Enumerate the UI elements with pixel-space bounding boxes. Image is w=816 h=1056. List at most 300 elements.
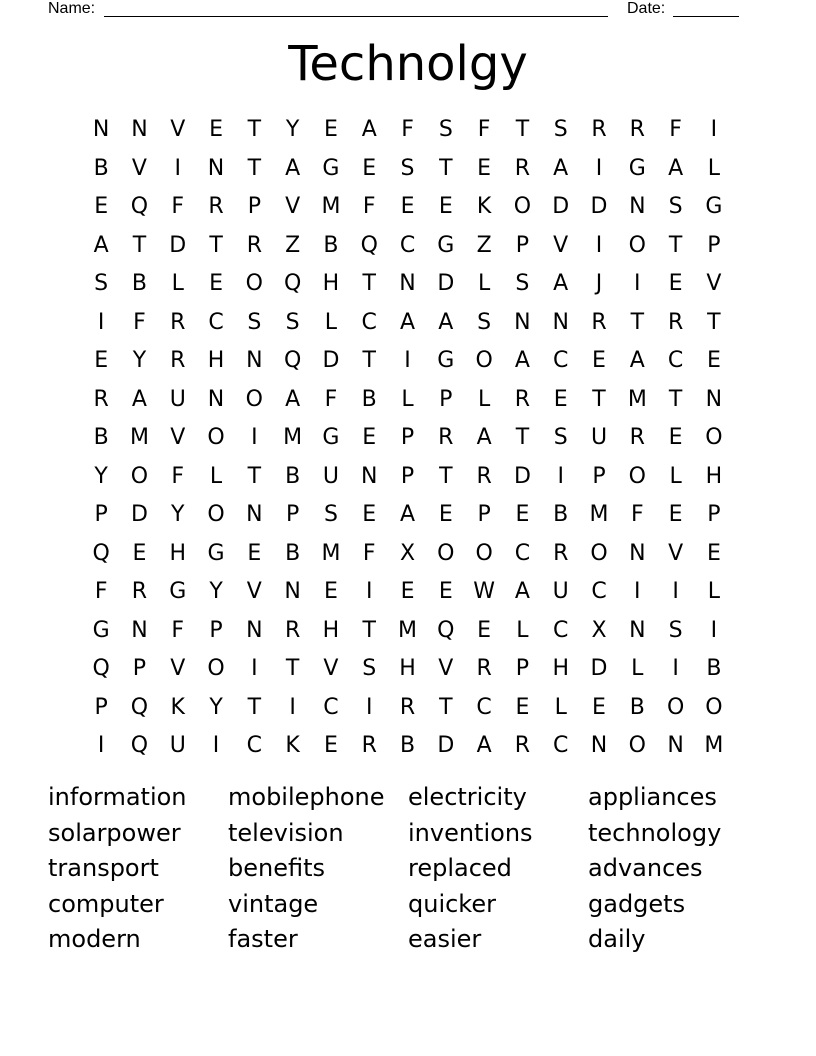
grid-letter: G [628, 155, 646, 181]
grid-letter: Q [92, 540, 110, 566]
grid-row [82, 381, 734, 420]
grid-letter: R [284, 617, 301, 643]
grid-letter: O [705, 425, 723, 450]
word-column [408, 780, 588, 958]
grid-letter: E [323, 733, 338, 758]
grid-letter: I [365, 579, 373, 604]
letter-grid [82, 111, 734, 766]
grid-letter: E [438, 194, 453, 219]
grid-letter: R [361, 733, 377, 758]
grid-letter: V [131, 155, 147, 181]
grid-letter: L [171, 271, 184, 296]
grid-letter: V [170, 117, 186, 142]
grid-letter: E [362, 425, 377, 450]
grid-letter: H [399, 656, 416, 681]
grid-letter: Q [130, 194, 149, 219]
word-bank-item: gadgets [588, 889, 686, 918]
grid-letter: T [132, 232, 147, 258]
grid-letter: O [475, 348, 493, 373]
grid-letter: V [668, 540, 684, 566]
grid-letter: V [246, 579, 262, 604]
grid-row [82, 111, 734, 150]
grid-letter: H [552, 656, 569, 681]
grid-letter: T [707, 309, 721, 335]
grid-letter: L [477, 386, 491, 412]
grid-row [82, 188, 734, 227]
grid-letter: C [514, 540, 531, 566]
grid-letter: T [668, 386, 683, 412]
grid-letter: I [97, 309, 105, 335]
grid-letter: L [324, 309, 338, 335]
grid-letter: G [169, 579, 187, 604]
grid-letter: Q [92, 656, 110, 681]
grid-letter: E [668, 502, 683, 527]
grid-letter: N [629, 617, 646, 643]
grid-row [82, 650, 734, 689]
grid-letter: R [591, 117, 607, 142]
grid-letter: N [246, 502, 263, 527]
grid-letter: E [362, 155, 377, 181]
word-bank-item: appliances [588, 783, 717, 811]
grid-letter: I [634, 271, 641, 296]
grid-letter: J [595, 271, 603, 296]
page-title: Technolgy [288, 36, 528, 92]
grid-letter: A [285, 386, 301, 412]
word-bank-item: computer [48, 889, 164, 918]
grid-letter: D [322, 348, 340, 373]
grid-letter: A [285, 155, 301, 181]
grid-letter: D [590, 194, 608, 219]
grid-letter: A [476, 733, 492, 758]
grid-letter: I [404, 348, 411, 373]
grid-letter: O [666, 694, 685, 720]
word-bank-item: solarpower [48, 818, 181, 847]
grid-letter: S [515, 271, 530, 296]
grid-letter: V [553, 232, 569, 258]
grid-letter: N [246, 617, 263, 643]
grid-letter: L [401, 386, 414, 412]
word-bank-item: vintage [228, 889, 319, 918]
name-blank-line [104, 16, 608, 17]
grid-letter: E [94, 194, 109, 219]
word-bank-item: electricity [408, 783, 527, 811]
grid-letter: A [93, 232, 109, 258]
date-blank-line [673, 16, 739, 17]
grid-letter: S [553, 425, 568, 450]
grid-letter: F [362, 194, 376, 219]
grid-letter: P [515, 232, 530, 258]
grid-letter: D [513, 463, 531, 489]
grid-letter: B [629, 694, 645, 720]
grid-letter: B [706, 656, 722, 681]
grid-letter: T [209, 232, 223, 258]
grid-letter: Q [283, 348, 302, 373]
grid-letter: A [399, 502, 416, 527]
grid-letter: G [207, 540, 225, 566]
grid-letter: E [553, 386, 568, 412]
grid-letter: E [209, 117, 223, 142]
grid-letter: O [130, 463, 149, 489]
grid-letter: M [704, 733, 724, 758]
grid-letter: B [553, 502, 569, 527]
grid-letter: N [629, 194, 646, 219]
grid-letter: P [592, 463, 606, 489]
grid-letter: T [515, 117, 530, 142]
grid-letter: E [668, 271, 683, 296]
grid-letter: O [207, 425, 225, 450]
grid-letter: E [706, 348, 721, 373]
grid-letter: T [247, 155, 262, 181]
grid-letter: N [207, 386, 225, 412]
grid-letter: A [476, 425, 492, 450]
grid-letter: H [322, 271, 340, 296]
grid-letter: R [591, 309, 607, 335]
grid-letter: S [477, 309, 492, 335]
grid-letter: I [251, 425, 258, 450]
grid-letter: P [209, 617, 223, 643]
grid-letter: Y [94, 463, 108, 489]
grid-row [82, 265, 734, 304]
grid-letter: E [247, 540, 262, 566]
grid-letter: Q [283, 271, 302, 296]
grid-letter: F [171, 617, 185, 643]
grid-letter: U [169, 733, 186, 758]
grid-letter: Q [437, 617, 455, 643]
grid-letter: G [437, 232, 455, 258]
grid-letter: Y [285, 117, 300, 142]
grid-letter: O [437, 540, 455, 566]
word-bank-item: easier [408, 925, 482, 953]
grid-letter: H [322, 617, 340, 643]
grid-letter: O [628, 463, 646, 489]
grid-letter: R [438, 425, 454, 450]
grid-row [82, 304, 734, 343]
grid-letter: A [668, 155, 684, 181]
grid-letter: S [438, 117, 453, 142]
grid-letter: I [97, 733, 105, 758]
grid-letter: O [207, 502, 225, 527]
grid-letter: C [246, 733, 263, 758]
grid-letter: C [323, 694, 339, 720]
grid-row [82, 227, 734, 266]
grid-letter: T [515, 425, 530, 450]
grid-letter: F [669, 117, 682, 142]
word-bank [48, 780, 768, 958]
grid-letter: G [92, 617, 110, 643]
word-bank-item: technology [588, 818, 722, 847]
word-bank-item: transport [48, 854, 159, 882]
grid-letter: A [629, 348, 645, 373]
grid-letter: N [284, 579, 301, 604]
grid-letter: E [94, 348, 109, 373]
grid-row [82, 689, 734, 728]
grid-letter: C [553, 733, 569, 758]
grid-letter: N [552, 309, 569, 335]
grid-letter: Y [209, 694, 223, 720]
grid-letter: A [438, 309, 454, 335]
grid-letter: H [169, 540, 187, 566]
grid-letter: R [246, 232, 262, 258]
grid-letter: P [247, 194, 261, 219]
word-bank-item: quicker [408, 889, 496, 918]
grid-letter: N [590, 733, 608, 758]
grid-letter: F [362, 540, 376, 566]
grid-letter: E [438, 579, 453, 604]
grid-letter: R [667, 309, 684, 335]
grid-letter: L [707, 155, 721, 181]
grid-letter: C [553, 617, 569, 643]
grid-letter: E [323, 579, 338, 604]
grid-letter: L [516, 617, 529, 643]
grid-letter: N [131, 117, 148, 142]
grid-letter: N [131, 617, 148, 643]
grid-letter: Z [476, 232, 492, 258]
word-column [228, 780, 408, 958]
grid-letter: I [634, 579, 641, 604]
grid-letter: B [399, 733, 416, 758]
grid-letter: O [628, 232, 646, 258]
grid-letter: C [591, 579, 607, 604]
grid-letter: M [398, 617, 418, 643]
grid-letter: R [208, 194, 224, 219]
grid-letter: E [477, 155, 492, 181]
grid-letter: E [400, 579, 415, 604]
grid-letter: D [437, 271, 455, 296]
grid-letter: F [401, 117, 414, 142]
grid-letter: I [595, 155, 603, 181]
grid-letter: S [668, 617, 683, 643]
grid-letter: R [93, 386, 109, 412]
grid-letter: R [170, 309, 186, 335]
grid-letter: E [706, 540, 721, 566]
grid-letter: A [361, 117, 377, 142]
word-column [588, 780, 768, 958]
grid-letter: P [400, 463, 415, 489]
grid-letter: E [400, 194, 415, 219]
grid-letter: R [399, 694, 416, 720]
grid-letter: I [289, 694, 296, 720]
grid-letter: I [672, 579, 679, 604]
grid-letter: Q [360, 232, 378, 258]
grid-letter: N [246, 348, 263, 373]
word-bank-item: replaced [408, 854, 512, 882]
grid-letter: L [631, 656, 644, 681]
grid-letter: P [707, 232, 721, 258]
grid-letter: V [285, 194, 301, 219]
grid-letter: I [557, 463, 564, 489]
grid-letter: E [515, 502, 530, 527]
word-bank-item: modern [48, 925, 141, 953]
grid-letter: N [207, 155, 225, 181]
grid-letter: L [477, 271, 491, 296]
grid-row [82, 458, 734, 497]
word-bank-item: daily [588, 925, 646, 953]
grid-letter: U [322, 463, 339, 489]
grid-letter: V [706, 271, 722, 296]
grid-letter: F [94, 579, 108, 604]
grid-letter: N [514, 309, 531, 335]
grid-letter: F [324, 386, 338, 412]
grid-letter: S [247, 309, 262, 335]
grid-letter: T [630, 309, 645, 335]
grid-letter: A [514, 579, 530, 604]
grid-letter: E [515, 694, 530, 720]
grid-letter: L [554, 694, 567, 720]
grid-row [82, 342, 734, 381]
grid-letter: I [672, 656, 679, 681]
worksheet-header [48, 0, 748, 20]
grid-letter: B [93, 155, 109, 181]
date-label: Date: [627, 0, 666, 17]
grid-letter: T [592, 386, 606, 412]
grid-letter: P [94, 694, 108, 720]
grid-letter: S [94, 271, 109, 296]
grid-letter: M [321, 194, 341, 219]
grid-letter: B [285, 463, 301, 489]
grid-letter: O [705, 694, 723, 720]
grid-row [82, 496, 734, 535]
grid-letter: D [169, 232, 187, 258]
grid-row [82, 150, 734, 189]
grid-letter: E [323, 117, 338, 142]
grid-letter: R [170, 348, 186, 373]
grid-letter: R [131, 579, 148, 604]
grid-letter: G [705, 194, 723, 219]
grid-letter: D [552, 194, 570, 219]
grid-letter: Y [171, 502, 185, 527]
grid-letter: T [439, 155, 453, 181]
grid-letter: B [323, 232, 339, 258]
word-bank-item: information [48, 783, 187, 811]
grid-letter: K [476, 194, 492, 219]
grid-letter: L [707, 579, 721, 604]
grid-letter: X [399, 540, 416, 566]
grid-letter: O [590, 540, 608, 566]
grid-letter: K [170, 694, 185, 720]
grid-letter: E [438, 502, 453, 527]
grid-letter: T [362, 617, 376, 643]
grid-letter: O [245, 386, 263, 412]
grid-letter: R [514, 155, 531, 181]
grid-letter: C [208, 309, 224, 335]
grid-letter: O [245, 271, 263, 296]
grid-letter: V [438, 656, 454, 681]
grid-letter: X [591, 617, 607, 643]
grid-letter: T [247, 463, 262, 489]
grid-letter: D [130, 502, 148, 527]
word-bank-item: benefits [228, 854, 326, 882]
grid-letter: G [322, 155, 340, 181]
grid-letter: N [667, 733, 684, 758]
grid-letter: P [439, 386, 453, 412]
grid-letter: K [285, 733, 300, 758]
grid-letter: M [283, 425, 303, 450]
grid-letter: T [247, 117, 262, 142]
grid-letter: U [552, 579, 569, 604]
grid-letter: Q [130, 733, 149, 758]
grid-letter: A [131, 386, 147, 412]
grid-letter: A [399, 309, 416, 335]
word-bank-item: television [228, 818, 344, 847]
grid-letter: A [553, 155, 569, 181]
grid-letter: B [131, 271, 147, 296]
grid-letter: E [362, 502, 377, 527]
grid-letter: C [667, 348, 684, 373]
grid-letter: N [705, 386, 723, 412]
grid-letter: P [515, 656, 530, 681]
grid-letter: C [476, 694, 492, 720]
grid-letter: G [437, 348, 455, 373]
grid-letter: B [93, 425, 109, 450]
grid-letter: C [399, 232, 416, 258]
grid-letter: H [207, 348, 225, 373]
grid-letter: C [553, 348, 569, 373]
grid-letter: T [362, 348, 376, 373]
word-bank-item: inventions [408, 818, 533, 847]
grid-letter: N [360, 463, 378, 489]
name-label: Name: [48, 0, 96, 17]
grid-letter: O [475, 540, 493, 566]
grid-letter: S [553, 117, 568, 142]
word-bank-item: faster [228, 925, 298, 953]
grid-letter: O [628, 733, 646, 758]
grid-row [82, 612, 734, 651]
grid-row [82, 419, 734, 458]
grid-letter: T [439, 463, 453, 489]
grid-letter: V [170, 425, 186, 450]
grid-letter: P [477, 502, 491, 527]
grid-row [82, 535, 734, 574]
grid-letter: F [133, 309, 146, 335]
grid-row [82, 573, 734, 612]
grid-letter: G [322, 425, 340, 450]
grid-letter: O [513, 194, 532, 219]
grid-letter: Q [130, 694, 149, 720]
grid-letter: I [251, 656, 258, 681]
grid-letter: H [705, 463, 723, 489]
grid-letter: L [669, 463, 682, 489]
word-bank-item: mobilephone [228, 783, 385, 811]
grid-letter: A [553, 271, 569, 296]
grid-letter: U [590, 425, 608, 450]
grid-letter: N [92, 117, 110, 142]
grid-letter: Y [209, 579, 223, 604]
grid-letter: S [323, 502, 338, 527]
grid-letter: V [323, 656, 339, 681]
grid-letter: E [209, 271, 223, 296]
grid-letter: E [132, 540, 147, 566]
grid-letter: S [285, 309, 300, 335]
grid-letter: M [589, 502, 609, 527]
grid-letter: W [473, 579, 495, 604]
word-bank-item: advances [588, 854, 703, 882]
grid-letter: I [212, 733, 220, 758]
grid-letter: F [171, 194, 185, 219]
grid-letter: T [362, 271, 376, 296]
grid-letter: P [94, 502, 108, 527]
grid-letter: T [247, 694, 262, 720]
grid-letter: U [169, 386, 186, 412]
grid-letter: E [477, 617, 492, 643]
grid-letter: S [362, 656, 377, 681]
grid-letter: C [361, 309, 377, 335]
grid-letter: Z [285, 232, 301, 258]
grid-letter: F [477, 117, 491, 142]
grid-letter: R [553, 540, 569, 566]
word-column [48, 780, 228, 958]
grid-letter: I [710, 617, 718, 643]
grid-letter: A [514, 348, 530, 373]
